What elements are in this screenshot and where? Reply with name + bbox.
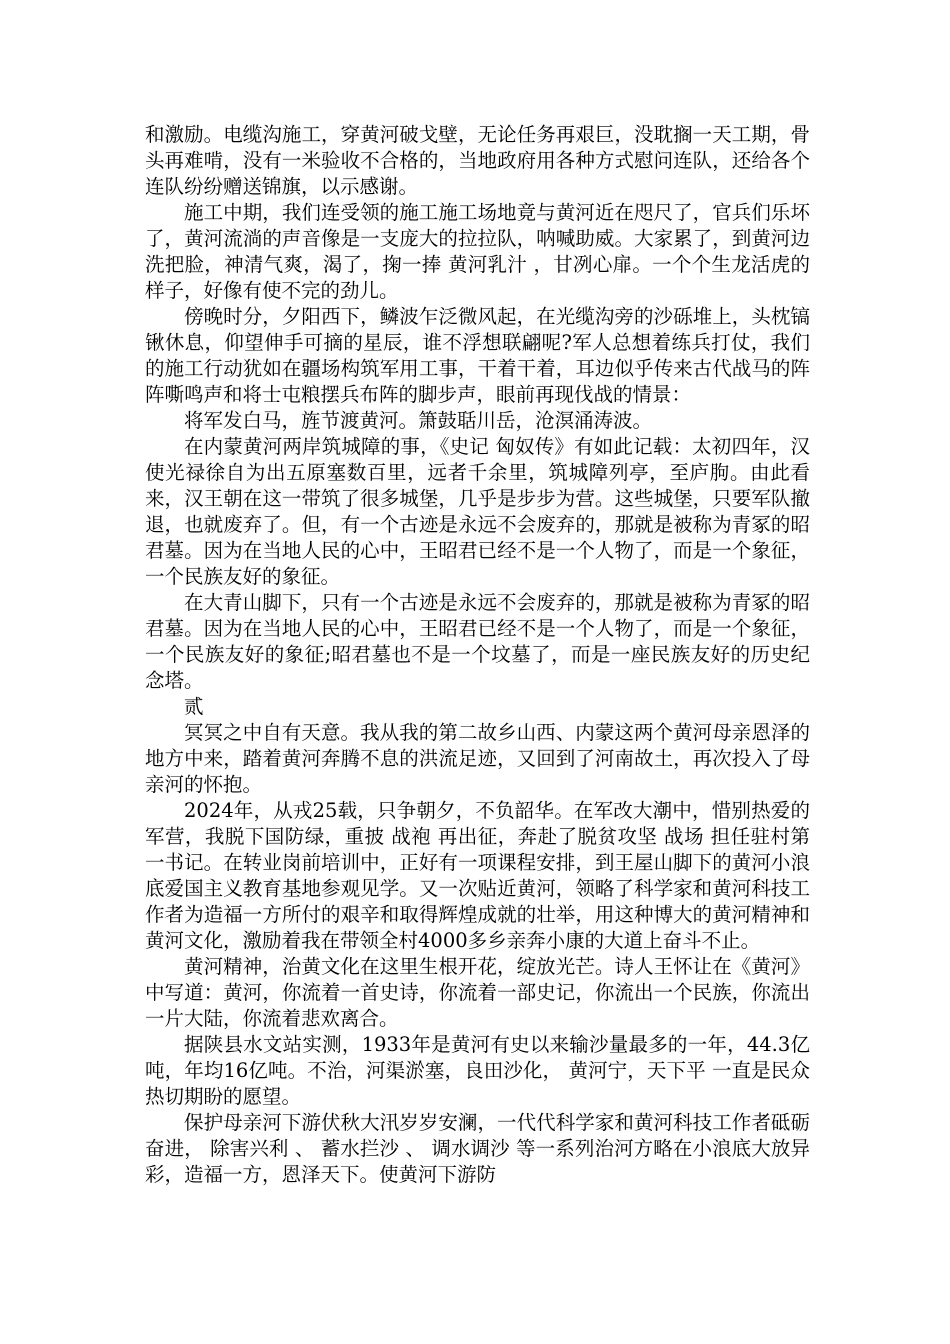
paragraph: 冥冥之中自有天意。我从我的第二故乡山西、内蒙这两个黄河母亲恩泽的地方中来，踏着黄河奔腾不息的洪流足迹，又回到了河南故土，再次投入了母亲河的怀抱。 bbox=[145, 721, 810, 796]
paragraph: 黄河精神，治黄文化在这里生根开花，绽放光芒。诗人王怀让在《黄河》中写道：黄河，你流着一首史诗，你流着一部史记，你流出一个民族，你流出一片大陆，你流着悲欢离合。 bbox=[145, 955, 810, 1030]
document-body bbox=[145, 122, 810, 1188]
section-heading: 贰 bbox=[184, 695, 204, 718]
paragraph: 保护母亲河下游伏秋大汛岁岁安澜，一代代科学家和黄河科技工作者砥砺奋进， 除害兴利 、 蓄水拦沙 、 调水调沙 等一系列治河方略在小浪底大放异彩，造福一方，恩泽天下。使黄河下游防 bbox=[145, 1111, 810, 1186]
paragraph: 傍晚时分，夕阳西下，鳞波乍泛微风起，在光缆沟旁的沙砾堆上，头枕镐锹休息，仰望伸手可摘的星辰，谁不浮想联翩呢?军人总想着练兵打仗，我们的施工行动犹如在疆场构筑军用工事，干着干着，耳边似乎传来古代战马的阵阵嘶鸣声和将士屯粮摆兵布阵的脚步声，眼前再现伐战的情景： bbox=[145, 305, 810, 406]
paragraph: 施工中期，我们连受领的施工施工场地竟与黄河近在咫尺了，官兵们乐坏了，黄河流淌的声音像是一支庞大的拉拉队，呐喊助威。大家累了，到黄河边洗把脸，神清气爽，渴了，掬一捧 黄河乳汁 ，甘冽心扉。一个个生龙活虎的样子，好像有使不完的劲儿。 bbox=[145, 201, 810, 302]
paragraph: 在大青山脚下，只有一个古迹是永远不会废弃的，那就是被称为青冢的昭君墓。因为在当地人民的心中，王昭君已经不是一个人物了，而是一个象征，一个民族友好的象征;昭君墓也不是一个坟墓了，而是一座民族友好的历史纪念塔。 bbox=[145, 591, 810, 692]
poem-line: 将军发白马，旌节渡黄河。箫鼓聒川岳，沧溟涌涛波。 bbox=[184, 409, 653, 432]
paragraph: 在内蒙黄河两岸筑城障的事，《史记 匈奴传》有如此记载：太初四年，汉使光禄徐自为出五原塞数百里，远者千余里，筑城障列亭，至庐朐。由此看来，汉王朝在这一带筑了很多城堡，几乎是步步为营。这些城堡，只要军队撤退，也就废弃了。但，有一个古迹是永远不会废弃的，那就是被称为青冢的昭君墓。因为在当地人民的心中，王昭君已经不是一个人物了，而是一个象征，一个民族友好的象征。 bbox=[145, 435, 810, 588]
paragraph: 2024年，从戎25载，只争朝夕，不负韶华。在军改大潮中，惜别热爱的军营，我脱下国防绿，重披 战袍 再出征，奔赴了脱贫攻坚 战场 担任驻村第一书记。在转业岗前培训中，正好有一项课程安排，到王屋山脚下的黄河小浪底爱国主义教育基地参观见学。又一次贴近黄河，领略了科学家和黄河科技工作者为造福一方所付的艰辛和取得辉煌成就的壮举，用这种博大的黄河精神和黄河文化，激励着我在带领全村4000多乡亲奔小康的大道上奋斗不止。 bbox=[145, 799, 810, 952]
paragraph: 和激励。电缆沟施工，穿黄河破戈壁，无论任务再艰巨，没耽搁一天工期，骨头再难啃，没有一米验收不合格的，当地政府用各种方式慰问连队，还给各个连队纷纷赠送锦旗，以示感谢。 bbox=[145, 123, 810, 198]
paragraph: 据陕县水文站实测，1933年是黄河有史以来输沙量最多的一年，44.3亿吨，年均16亿吨。不治，河渠淤塞，良田沙化， 黄河宁，天下平 一直是民众热切期盼的愿望。 bbox=[145, 1033, 810, 1108]
